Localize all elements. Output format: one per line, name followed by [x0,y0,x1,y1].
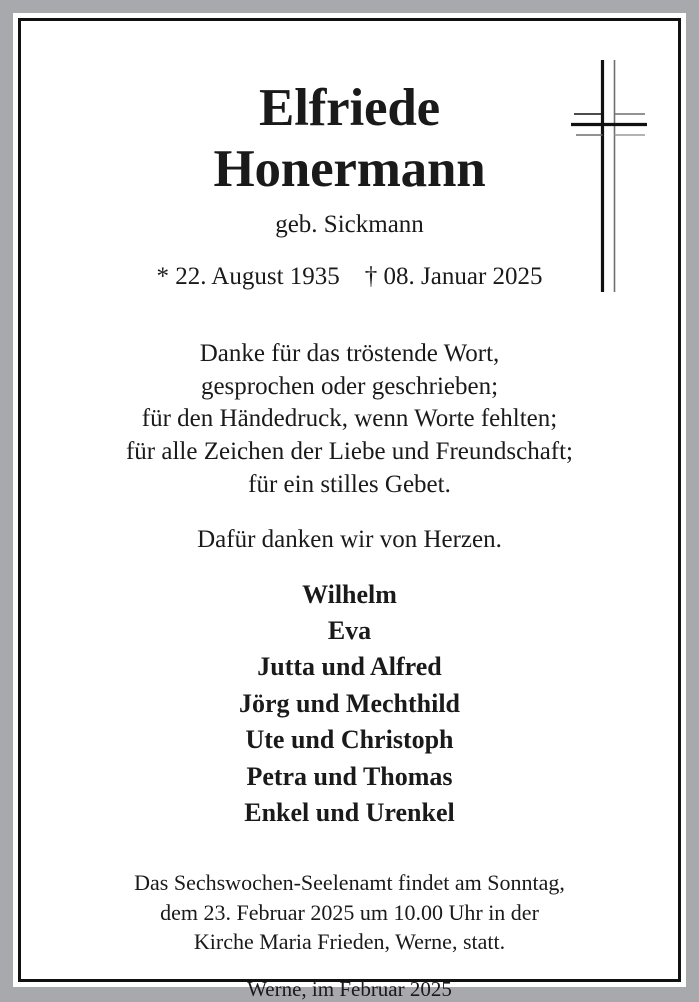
obituary-content [21,21,678,1002]
verse-line: für den Händedruck, wenn Worte fehlten; [141,405,558,433]
memorial-verse [21,338,678,502]
obituary-outer-frame [13,13,686,1002]
verse-line: für ein stilles Gebet. [248,470,451,498]
survivor-line: Wilhelm [302,579,397,609]
service-note-line: Kirche Maria Frieden, Werne, statt. [193,928,506,954]
birth-and-death-dates: * 22. August 1935 † 08. Januar 2025 [156,262,543,290]
obituary-card [18,18,681,1002]
thanks-line: Dafür danken wir von Herzen. [197,525,502,553]
maiden-name: geb. Sickmann [275,210,424,238]
survivor-line: Enkel und Urenkel [244,798,455,828]
survivor-line: Jutta und Alfred [257,652,442,682]
deceased-first-name: Elfriede [259,79,440,137]
service-note-line: Das Sechswochen-Seelenamt findet am Sonntag, [134,870,565,896]
survivors-list [21,577,678,832]
deceased-last-name: Honermann [213,140,486,199]
place-and-date: Werne, im Februar 2025 [247,977,452,1002]
memorial-service-note [21,868,678,956]
verse-line: gesprochen oder geschrieben; [200,372,499,400]
survivor-line: Ute und Christoph [245,725,454,755]
survivor-line: Eva [327,616,372,646]
service-note-line: dem 23. Februar 2025 um 10.00 Uhr in der [160,899,539,925]
verse-line: für alle Zeichen der Liebe und Freundschaft; [125,438,574,466]
verse-line: Danke für das tröstende Wort, [199,339,500,367]
survivor-line: Jörg und Mechthild [238,688,461,718]
survivor-line: Petra und Thomas [246,761,453,791]
